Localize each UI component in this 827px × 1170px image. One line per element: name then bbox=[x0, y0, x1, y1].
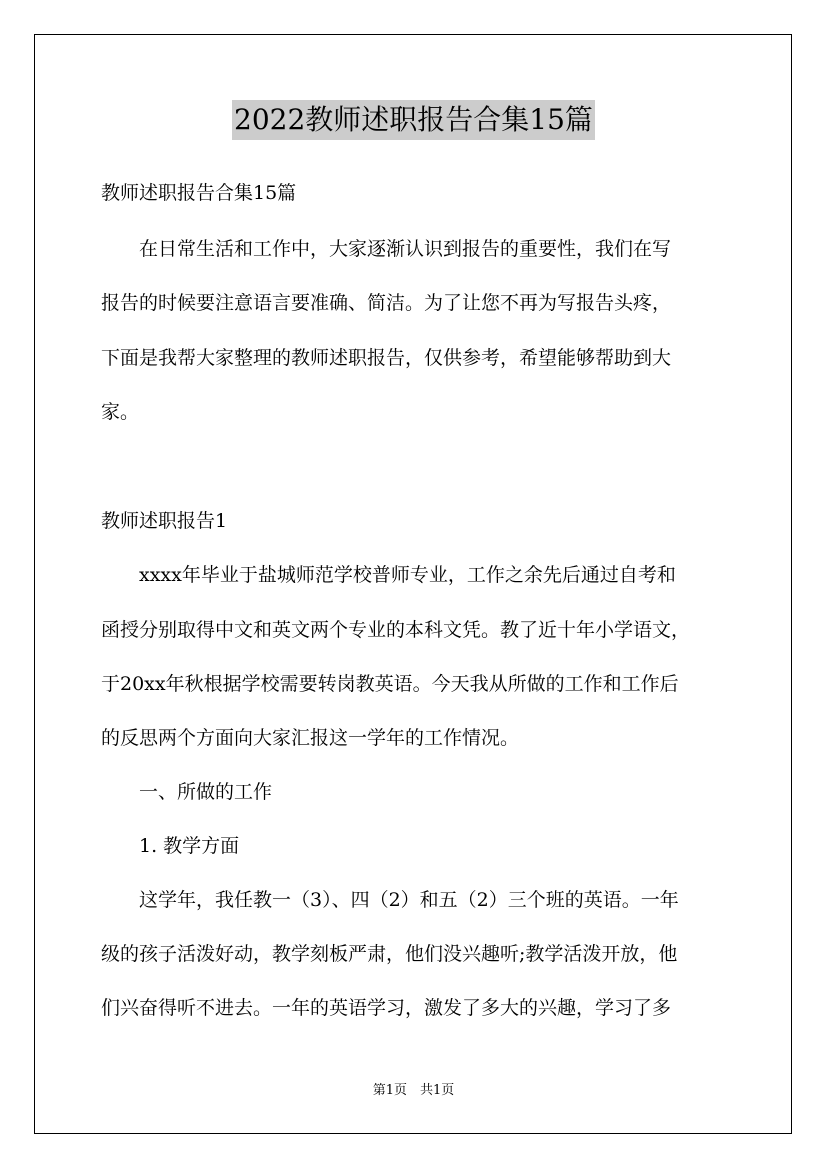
paragraph-line: xxxx年毕业于盐城师范学校普师专业，工作之余先后通过自考和 bbox=[101, 564, 676, 586]
title-container bbox=[0, 100, 827, 140]
subtitle-line: 教师述职报告合集15篇 bbox=[101, 182, 297, 204]
subsection-heading: 1. 教学方面 bbox=[101, 835, 240, 857]
paragraph-line: 这学年，我任教一（3）、四（2）和五（2）三个班的英语。一年 bbox=[101, 889, 679, 911]
page-footer: 第1页 共1页 bbox=[372, 1083, 455, 1098]
paragraph-line: 家。 bbox=[101, 401, 140, 423]
paragraph-line: 报告的时候要注意语言要准确、简洁。为了让您不再为写报告头疼， bbox=[101, 292, 672, 314]
paragraph-line: 在日常生活和工作中，大家逐渐认识到报告的重要性，我们在写 bbox=[101, 238, 672, 260]
paragraph-line: 们兴奋得听不进去。一年的英语学习，激发了多大的兴趣，学习了多 bbox=[101, 997, 672, 1019]
document-title: 2022教师述职报告合集15篇 bbox=[232, 100, 595, 140]
section-heading: 教师述职报告1 bbox=[101, 510, 228, 532]
paragraph-line: 级的孩子活泼好动，教学刻板严肃，他们没兴趣听;教学活泼开放，他 bbox=[101, 943, 678, 965]
paragraph-line: 于20xx年秋根据学校需要转岗教英语。今天我从所做的工作和工作后 bbox=[101, 673, 679, 695]
paragraph-line: 的反思两个方面向大家汇报这一学年的工作情况。 bbox=[101, 727, 520, 749]
paragraph-line: 函授分别取得中文和英文两个专业的本科文凭。教了近十年小学语文， bbox=[101, 619, 691, 641]
subsection-heading: 一、所做的工作 bbox=[101, 781, 273, 803]
paragraph-line: 下面是我帮大家整理的教师述职报告，仅供参考，希望能够帮助到大 bbox=[101, 347, 672, 369]
